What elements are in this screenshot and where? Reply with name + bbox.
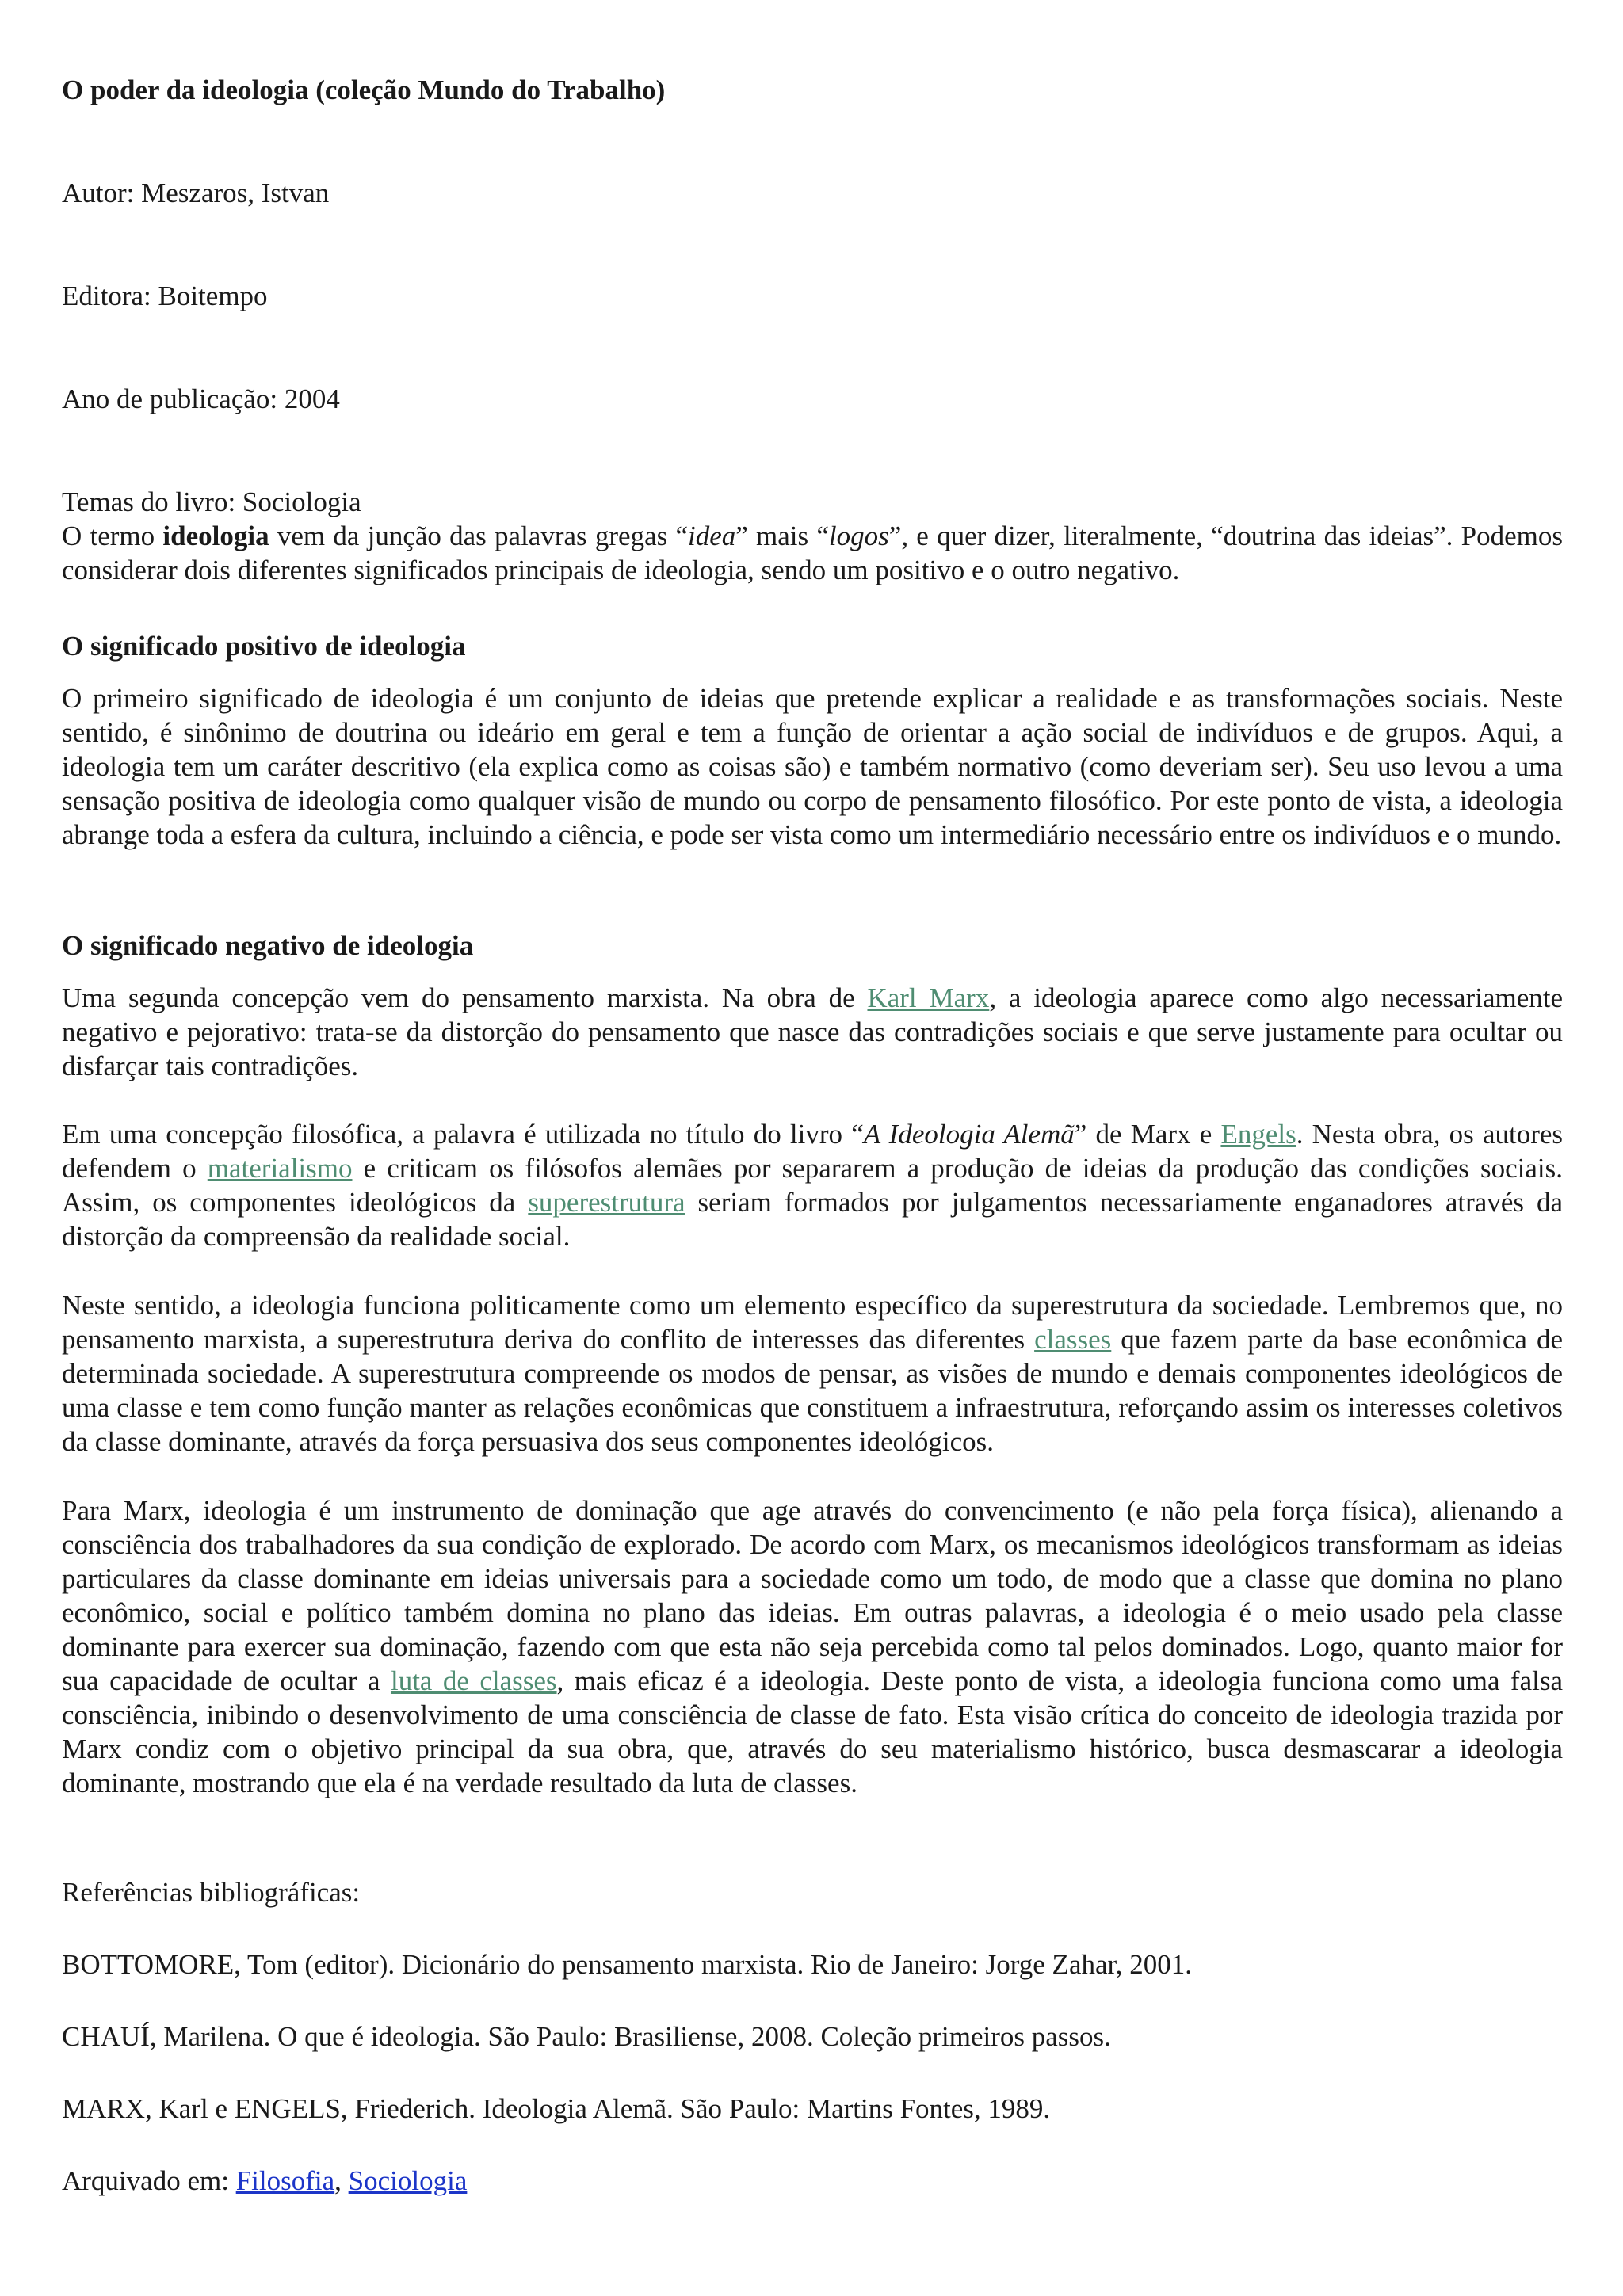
- book-title: O poder da ideologia (coleção Mundo do Trabalho): [62, 74, 666, 105]
- link-sociologia[interactable]: Sociologia: [348, 2165, 468, 2196]
- reference-item: CHAUÍ, Marilena. O que é ideologia. São Paulo: Brasiliense, 2008. Coleção primeiros passos.: [62, 2021, 1111, 2052]
- negative-paragraph-4: Para Marx, ideologia é um instrumento de dominação que age através do convencimento (e não pela força física), alienando a consciência dos trabalhadores da sua condição de explorado. De acordo com Marx, os mecanismos ideológicos transformam as ideias particulares da classe dominante em ideias universais para a sociedade como um todo, de modo que a classe que domina no plano econômico, social e político também domina no plano das ideias. Em outras palavras, a ideologia é o meio usado pela classe dominante para exercer sua dominação, fazendo com que esta não seja percebida como tal pelos dominados. Logo, quanto maior for sua capacidade de ocultar a luta de classes, mais eficaz é a ideologia. Deste ponto de vista, a ideologia funciona como uma falsa consciência, inibindo o desenvolvimento de uma consciência de classe de fato. Esta visão crítica do conceito de ideologia trazida por Marx condiz com o objetivo principal da sua obra, que, através do seu materialismo histórico, busca desmascarar a ideologia dominante, mostrando que ela é na verdade resultado da luta de classes.: [62, 1495, 1563, 1798]
- link-karl-marx[interactable]: Karl Marx: [867, 982, 990, 1013]
- term-ideologia: ideologia: [162, 521, 269, 551]
- themes-line: Temas do livro: Sociologia: [62, 486, 361, 517]
- reference-item: MARX, Karl e ENGELS, Friederich. Ideologia Alemã. São Paulo: Martins Fontes, 1989.: [62, 2093, 1051, 2124]
- year-line: Ano de publicação: 2004: [62, 383, 340, 414]
- intro-paragraph: O termo ideologia vem da junção das palavras gregas “idea” mais “logos”, e quer dizer, literalmente, “doutrina das ideias”. Podemos considerar dois diferentes significados principais de ideologia, sendo um positivo e o outro negativo.: [62, 521, 1563, 585]
- link-luta-de-classes[interactable]: luta de classes: [390, 1665, 557, 1696]
- author-line: Autor: Meszaros, Istvan: [62, 177, 330, 208]
- book-title-ideologia-alema: A Ideologia Alemã: [863, 1119, 1075, 1150]
- link-classes[interactable]: classes: [1034, 1324, 1112, 1355]
- negative-paragraph-1: Uma segunda concepção vem do pensamento marxista. Na obra de Karl Marx, a ideologia aparece como algo necessariamente negativo e pejorativo: trata-se da distorção do pensamento que nasce das contradições sociais e que serve justamente para ocultar ou disfarçar tais contradições.: [62, 982, 1563, 1081]
- link-superestrutura[interactable]: superestrutura: [528, 1187, 685, 1218]
- heading-positive: O significado positivo de ideologia: [62, 631, 466, 662]
- heading-negative: O significado negativo de ideologia: [62, 930, 474, 961]
- publisher-line: Editora: Boitempo: [62, 280, 268, 311]
- link-materialismo[interactable]: materialismo: [207, 1153, 353, 1184]
- greek-word-logos: logos: [828, 521, 889, 551]
- positive-paragraph: O primeiro significado de ideologia é um conjunto de ideias que pretende explicar a realidade e as transformações sociais. Neste sentido, é sinônimo de doutrina ou ideário em geral e tem a função de orientar a ação social de indivíduos e de grupos. Aqui, a ideologia tem um caráter descritivo (ela explica como as coisas são) e também normativo (como deveriam ser). Seu uso levou a uma sensação positiva de ideologia como qualquer visão de mundo ou corpo de pensamento filosófico. Por este ponto de vista, a ideologia abrange toda a esfera da cultura, incluindo a ciência, e pode ser vista como um intermediário necessário entre os indivíduos e o mundo.: [62, 683, 1563, 850]
- link-engels[interactable]: Engels: [1220, 1119, 1296, 1150]
- link-filosofia[interactable]: Filosofia: [235, 2165, 335, 2196]
- references-heading: Referências bibliográficas:: [62, 1877, 361, 1908]
- filed-under: Arquivado em: Filosofia, Sociologia: [62, 2165, 468, 2196]
- reference-item: BOTTOMORE, Tom (editor). Dicionário do pensamento marxista. Rio de Janeiro: Jorge Zahar, 2001.: [62, 1949, 1193, 1980]
- negative-paragraph-2: Em uma concepção filosófica, a palavra é utilizada no título do livro “A Ideologia Alemã” de Marx e Engels. Nesta obra, os autores defendem o materialismo e criticam os filósofos alemães por separarem a produção de ideias da produção das condições sociais. Assim, os componentes ideológicos da superestrutura seriam formados por julgamentos necessariamente enganadores através da distorção da compreensão da realidade social.: [62, 1119, 1564, 1252]
- negative-paragraph-3: Neste sentido, a ideologia funciona politicamente como um elemento específico da superestrutura da sociedade. Lembremos que, no pensamento marxista, a superestrutura deriva do conflito de interesses das diferentes classes que fazem parte da base econômica de determinada sociedade. A superestrutura compreende os modos de pensar, as visões de mundo e demais componentes ideológicos de uma classe e tem como função manter as relações econômicas que constituem a infraestrutura, reforçando assim os interesses coletivos da classe dominante, através da força persuasiva dos seus componentes ideológicos.: [62, 1290, 1563, 1457]
- greek-word-idea: idea: [688, 521, 736, 551]
